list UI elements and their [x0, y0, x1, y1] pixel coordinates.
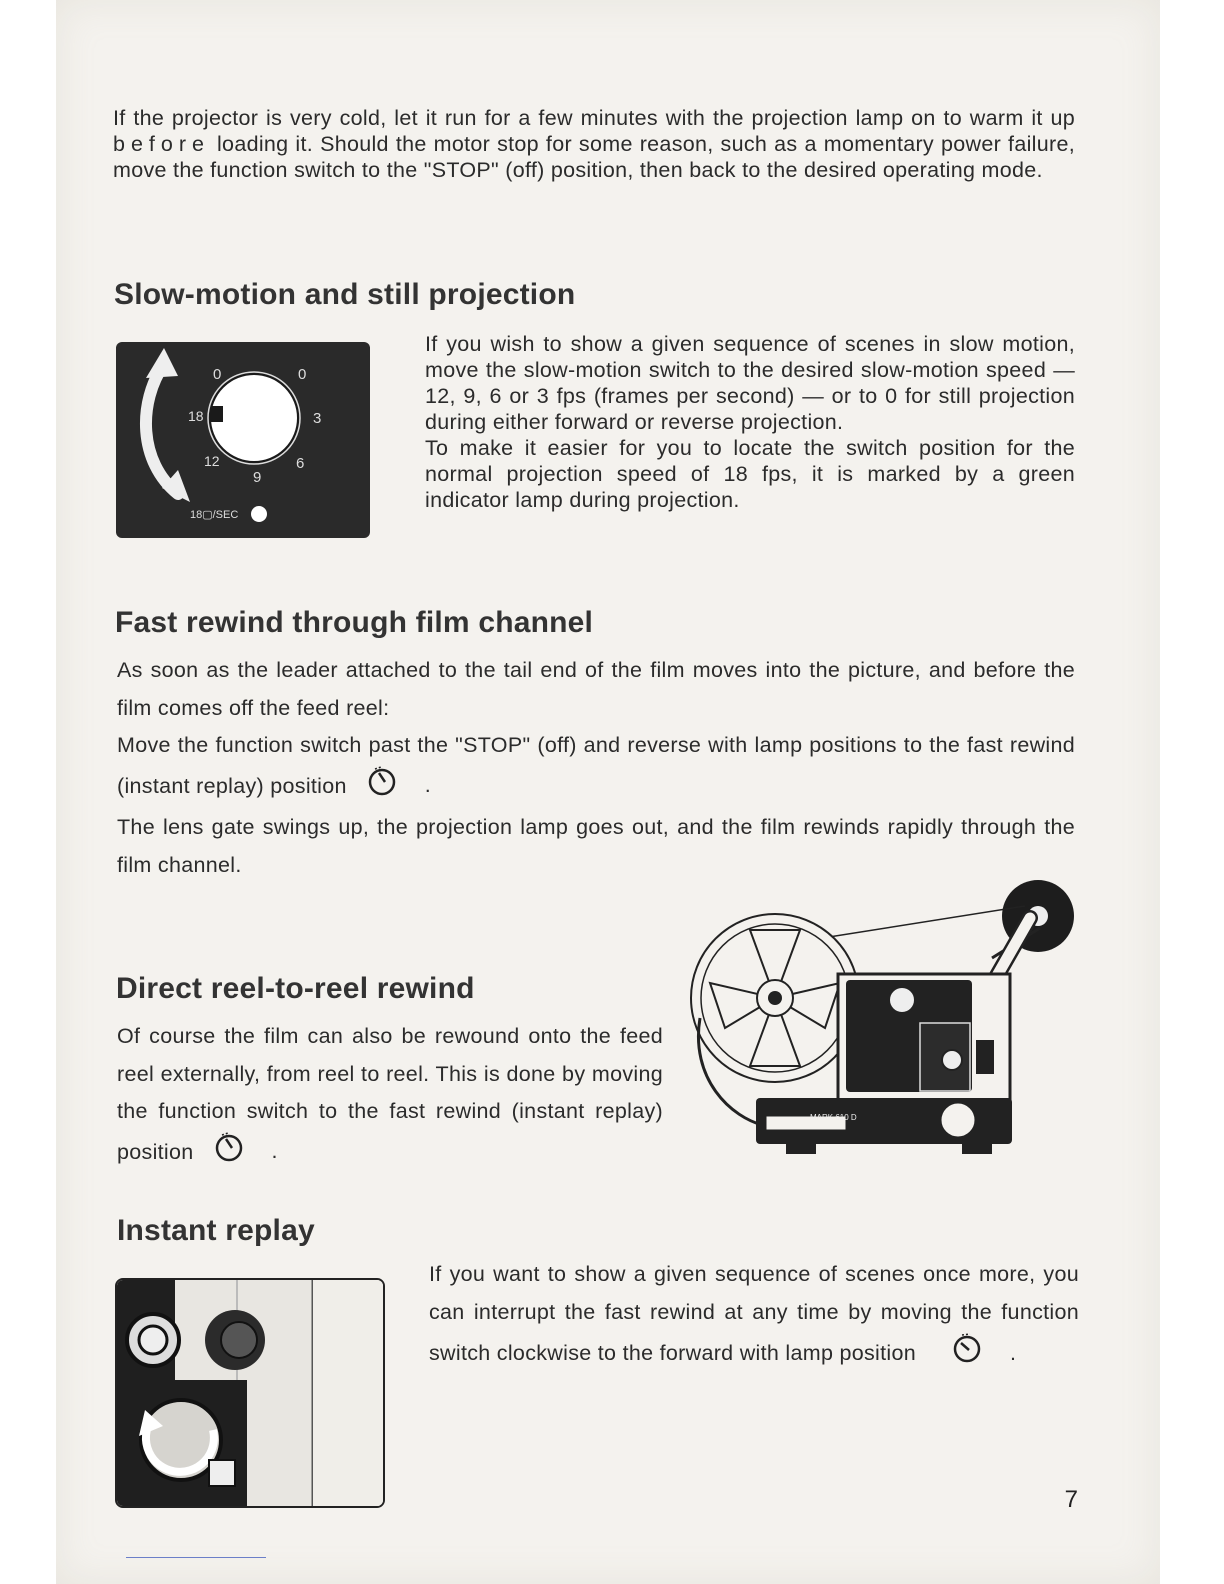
- dial-label-3: 3: [313, 410, 322, 427]
- direct-rewind-text: [117, 1018, 663, 1175]
- dial-label-0b: 0: [298, 366, 307, 383]
- fast-rewind-period: .: [424, 773, 432, 798]
- fast-rewind-para-3: The lens gate swings up, the projection lamp goes out, and the film rewinds rapidly through the film channel.: [117, 815, 1075, 877]
- fast-rewind-symbol-icon: [365, 765, 399, 810]
- fast-rewind-para-2: Move the function switch past the "STOP" (off) and reverse with lamp positions to the fast rewind (instant replay) position: [117, 733, 1075, 798]
- instant-replay-photo: [115, 1278, 385, 1508]
- dial-label-9: 9: [253, 469, 262, 486]
- instant-replay-heading: Instant replay: [117, 1214, 315, 1247]
- fast-rewind-heading: Fast rewind through film channel: [115, 606, 594, 639]
- dial-label-6: 6: [296, 455, 305, 472]
- projector-illustration: [690, 878, 1080, 1164]
- dial-label-12: 12: [204, 453, 220, 469]
- fast-rewind-para-1: As soon as the leader attached to the tail end of the film moves into the picture, and before the film comes off the feed reel:: [117, 658, 1075, 720]
- decorative-rule: [126, 1557, 266, 1558]
- intro-emphasis: before: [113, 132, 210, 156]
- direct-rewind-heading: Direct reel-to-reel rewind: [116, 972, 475, 1005]
- projector-model-label: MARK 610 D: [810, 1113, 857, 1122]
- slow-motion-dial-illustration: [116, 342, 370, 538]
- fast-rewind-text: [117, 652, 1075, 884]
- direct-rewind-symbol-icon: [212, 1131, 246, 1176]
- dial-caption: 18▢/SEC: [190, 509, 239, 521]
- instant-replay-text: [429, 1256, 1079, 1378]
- slow-motion-para-1: If you wish to show a given sequence of scenes in slow motion, move the slow-motion switch to the desired slow-motion speed — 12, 9, 6 or 3 fps (frames per second) — or to 0 for still projection during either forward or reverse projection.: [425, 332, 1075, 434]
- dial-icon: [116, 342, 370, 538]
- slow-motion-para-2: To make it easier for you to locate the switch position for the normal projection speed of 18 fps, it is marked by a green indicator lamp during projection.: [425, 436, 1075, 512]
- forward-lamp-symbol-icon: [950, 1331, 984, 1378]
- direct-rewind-para: Of course the film can also be rewound onto the feed reel externally, from reel to reel. This is done by moving the function switch to the fast rewind (instant replay) position: [117, 1024, 663, 1164]
- intro-paragraph: [113, 105, 1075, 183]
- page-number: 7: [1064, 1486, 1078, 1513]
- direct-rewind-period: .: [271, 1139, 278, 1164]
- switch-closeup-icon: [117, 1280, 383, 1506]
- slow-motion-text: [425, 331, 1075, 513]
- slow-motion-heading: Slow-motion and still projection: [114, 278, 576, 311]
- dial-label-18: 18: [188, 408, 204, 424]
- intro-text-1: If the projector is very cold, let it run for a few minutes with the projection lamp on to warm it up: [113, 106, 1075, 130]
- indicator-lamp-icon: [251, 506, 267, 522]
- intro-text-2: loading it. Should the motor stop for some reason, such as a momentary power failure, move the function switch to the "STOP" (off) position, then back to the desired operating mode.: [113, 132, 1075, 182]
- instant-replay-period: .: [1010, 1340, 1017, 1365]
- dial-label-0a: 0: [213, 366, 222, 383]
- instant-replay-para: If you want to show a given sequence of scenes once more, you can interrupt the fast rewind at any time by moving the function switch clockwise to the forward with lamp position: [429, 1262, 1079, 1365]
